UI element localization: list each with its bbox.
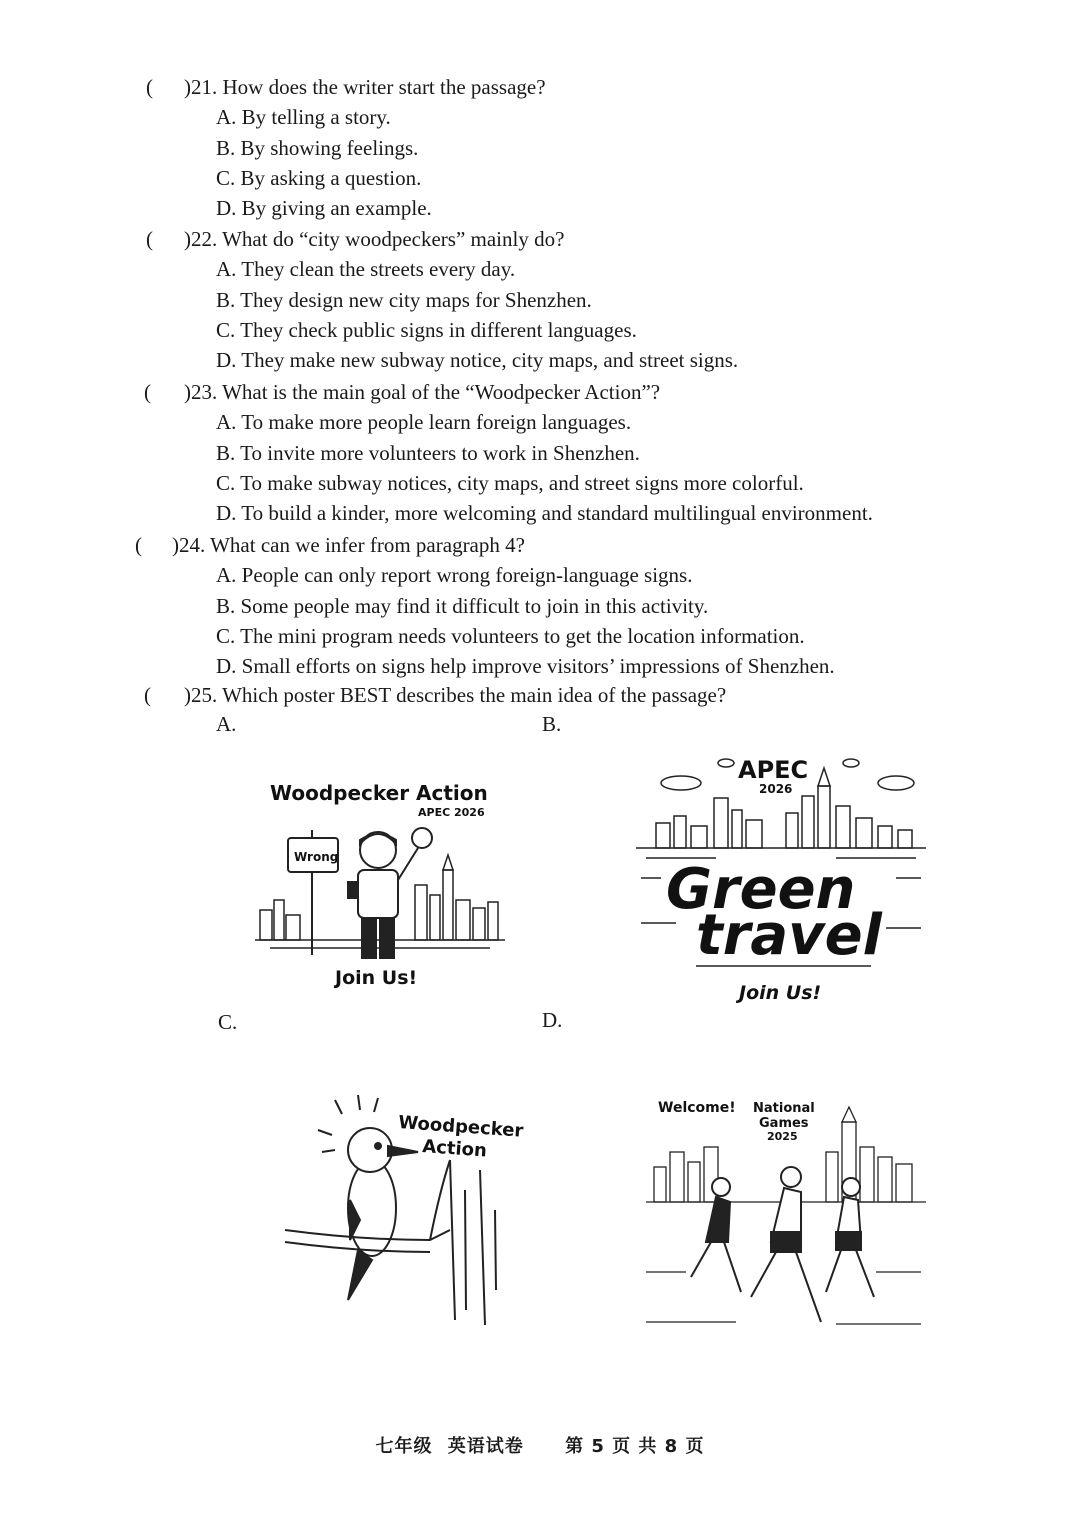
poster-b-title: APEC — [738, 756, 809, 784]
poster-b — [636, 748, 926, 1008]
poster-a-cta: Join Us! — [335, 967, 418, 989]
answer-blank[interactable]: ( — [146, 75, 153, 99]
question-option: B. They design new city maps for Shenzhen. — [216, 287, 592, 312]
question-option: B. By showing feelings. — [216, 135, 419, 160]
poster-d — [646, 1092, 926, 1342]
poster-a-subtitle: APEC 2026 — [418, 806, 485, 819]
question-option: B. To invite more volunteers to work in Shenzhen. — [216, 440, 640, 465]
poster-b-subtitle: 2026 — [759, 782, 793, 796]
question-option: B. Some people may find it difficult to join in this activity. — [216, 593, 709, 618]
poster-a — [250, 770, 510, 1000]
poster-d-left: Welcome! — [658, 1100, 736, 1116]
question-stem: )23. What is the main goal of the “Woodpecker Action”? — [184, 380, 661, 404]
poster-b-line2: travel — [696, 903, 882, 968]
poster-c-line1: Woodpecker — [397, 1112, 524, 1142]
option-d-label: D. — [542, 1008, 563, 1032]
answer-blank[interactable]: ( — [146, 227, 153, 251]
sign-icon — [288, 830, 338, 955]
question-stem: )22. What do “city woodpeckers” mainly do? — [184, 227, 565, 251]
runners-icon — [691, 1167, 874, 1322]
poster-b-cta: Join Us! — [739, 982, 822, 1004]
question-option: D. By giving an example. — [216, 196, 432, 221]
page-footer — [0, 1432, 1080, 1458]
question-option: C. To make subway notices, city maps, and street signs more colorful. — [216, 470, 804, 495]
poster-d-right3: 2025 — [767, 1130, 798, 1143]
answer-blank[interactable]: ( — [144, 380, 151, 404]
question-option: A. They clean the streets every day. — [216, 257, 516, 282]
footer-grade: 七年级 — [375, 1436, 433, 1457]
poster-c-line2: Action — [421, 1136, 488, 1162]
question-option: C. The mini program needs volunteers to get the location information. — [216, 623, 805, 648]
option-b-label: B. — [542, 712, 562, 736]
question-option: D. To build a kinder, more welcoming and standard multilingual environment. — [216, 501, 873, 526]
question-option: C. By asking a question. — [216, 165, 422, 190]
footer-page: 第 5 页 共 8 页 — [565, 1436, 705, 1457]
question-option: A. By telling a story. — [216, 105, 391, 130]
poster-d-right1: National — [753, 1101, 815, 1116]
option-a-label: A. — [216, 712, 237, 736]
question-stem: )25. Which poster BEST describes the main idea of the passage? — [184, 683, 727, 707]
question-option: C. They check public signs in different languages. — [216, 317, 637, 342]
question-option: A. People can only report wrong foreign-language signs. — [216, 563, 693, 588]
poster-c — [280, 1090, 524, 1335]
answer-blank[interactable]: ( — [135, 533, 142, 557]
footer-subject: 英语试卷 — [447, 1436, 524, 1457]
poster-a-title: Woodpecker Action — [270, 781, 488, 805]
answer-blank[interactable]: ( — [144, 683, 151, 707]
poster-d-right2: Games — [759, 1116, 809, 1131]
question-stem: )21. How does the writer start the passage? — [184, 75, 546, 99]
poster-b-line1: Green — [666, 857, 856, 922]
boy-icon — [348, 828, 432, 958]
option-c-label: C. — [218, 1010, 238, 1034]
question-stem: )24. What can we infer from paragraph 4? — [172, 533, 525, 557]
question-option: D. Small efforts on signs help improve visitors’ impressions of Shenzhen. — [216, 654, 835, 679]
question-option: D. They make new subway notice, city maps, and street signs. — [216, 348, 739, 373]
poster-a-sign: Wrong — [294, 850, 339, 864]
question-option: A. To make more people learn foreign languages. — [216, 410, 632, 435]
